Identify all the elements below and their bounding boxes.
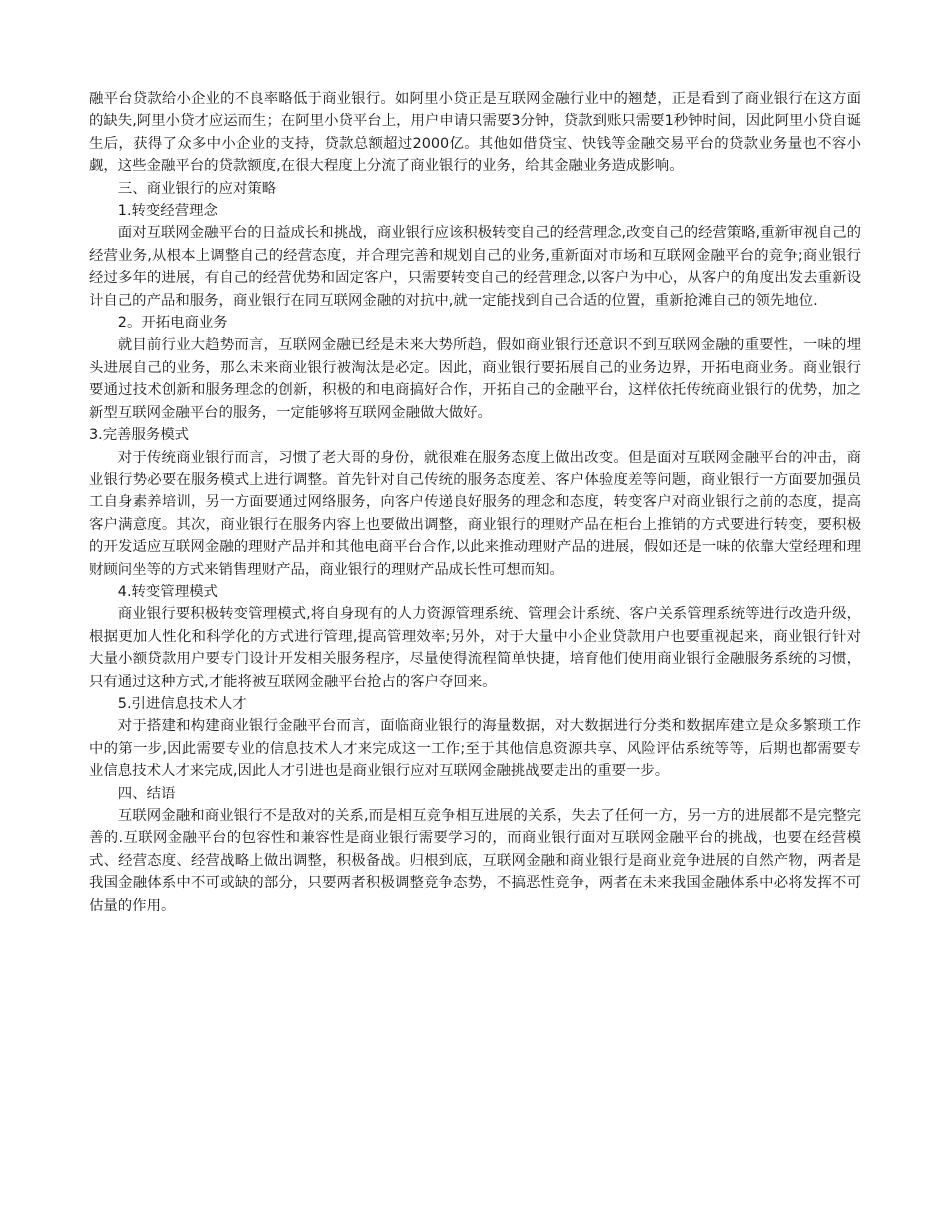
paragraph-intro-continuation: 融平台贷款给小企业的不良率略低于商业银行。如阿里小贷正是互联网金融行业中的翘楚，正是看到了商业银行在这方面的缺失,阿里小贷才应运而生；在阿里小贷平台上，用户申请只需要3分钟，贷款到账只需要1秒钟时间，因此阿里小贷自诞生后，获得了众多中小企业的支持，贷款总额超过2000亿。其他如借贷宝、快钱等金融交易平台的贷款业务量也不容小觑，这些金融平台的贷款额度,在很大程度上分流了商业银行的业务，给其金融业务造成影响。 [89,91,861,175]
subheading-4: 4.转变管理模式 [117,583,218,600]
subheading-3: 3.完善服务模式 [89,427,190,444]
section-heading-conclusion: 四、结语 [117,785,176,802]
section-heading-strategies: 三、商业银行的应对策略 [117,180,277,197]
subheading-1: 1.转变经营理念 [117,203,218,220]
document-page [89,88,861,917]
subheading-2: 2。开拓电商业务 [117,315,228,332]
paragraph-5: 对于搭建和构建商业银行金融平台而言，面临商业银行的海量数据，对大数据进行分类和数据库建立是众多繁琐工作中的第一步,因此需要专业的信息技术人才来完成这一工作;至于其他信息资源共享、风险评估系统等等，后期也都需要专业信息技术人才来完成,因此人才引进也是商业银行应对互联网金融挑战要走出的重要一步。 [89,718,861,780]
subheading-5: 5.引进信息技术人才 [117,695,247,712]
paragraph-conclusion: 互联网金融和商业银行不是敌对的关系,而是相互竞争相互进展的关系，失去了任何一方，另一方的进展都不是完整完善的.互联网金融平台的包容性和兼容性是商业银行需要学习的，而商业银行面对互联网金融平台的挑战，也要在经营模式、经营态度、经营战略上做出调整，积极备战。归根到底，互联网金融和商业银行是商业竞争进展的自然产物，两者是我国金融体系中不可或缺的部分，只要两者积极调整竞争态势，不搞恶性竞争，两者在未来我国金融体系中必将发挥不可估量的作用。 [89,808,861,914]
paragraph-4: 商业银行要积极转变管理模式,将自身现有的人力资源管理系统、管理会计系统、客户关系管理系统等进行改造升级，根据更加人性化和科学化的方式进行管理,提高管理效率;另外，对于大量中小企业贷款用户也要重视起来，商业银行针对大量小额贷款用户要专门设计开发相关服务程序，尽量使得流程简单快捷，培育他们使用商业银行金融服务系统的习惯，只有通过这种方式,才能将被互联网金融平台抢占的客户夺回来。 [89,606,861,690]
paragraph-2: 就目前行业大趋势而言，互联网金融已经是未来大势所趋，假如商业银行还意识不到互联网金融的重要性，一味的埋头进展自己的业务，那么未来商业银行被淘汰是必定。因此，商业银行要拓展自己的业务边界，开拓电商业务。商业银行要通过技术创新和服务理念的创新，积极的和电商搞好合作，开拓自己的金融平台，这样依托传统商业银行的优势，加之新型互联网金融平台的服务，一定能够将互联网金融做大做好。 [89,337,861,421]
paragraph-1: 面对互联网金融平台的日益成长和挑战，商业银行应该积极转变自己的经营理念,改变自己的经营策略,重新审视自己的经营业务,从根本上调整自己的经营态度，并合理完善和规划自己的业务,重新面对市场和互联网金融平台的竞争;商业银行经过多年的进展，有自己的经营优势和固定客户，只需要转变自己的经营理念,以客户为中心，从客户的角度出发去重新设计自己的产品和服务，商业银行在同互联网金融的对抗中,就一定能找到自己合适的位置，重新抢滩自己的领先地位. [89,225,861,309]
paragraph-3: 对于传统商业银行而言，习惯了老大哥的身份，就很难在服务态度上做出改变。但是面对互联网金融平台的冲击，商业银行势必要在服务模式上进行调整。首先针对自己传统的服务态度差、客户体验度差等问题，商业银行一方面要加强员工自身素养培训，另一方面要通过网络服务，向客户传递良好服务的理念和态度，转变客户对商业银行之前的态度，提高客户满意度。其次，商业银行在服务内容上也要做出调整，商业银行的理财产品在柜台上推销的方式要进行转变，要积极的开发适应互联网金融的理财产品并和其他电商平台合作,以此来推动理财产品的进展，假如还是一味的依靠大堂经理和理财顾问坐等的方式来销售理财产品，商业银行的理财产品成长性可想而知。 [89,449,861,578]
